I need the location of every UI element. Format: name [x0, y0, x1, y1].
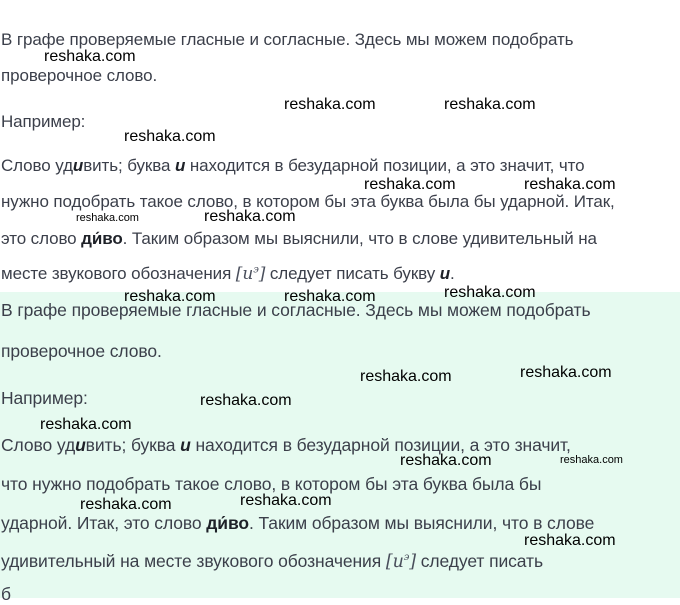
paragraph-line: В графе проверяемые гласные и согласные. Здесь мы можем подобрать	[1, 300, 591, 320]
paragraph-line: проверочное слово.	[1, 341, 162, 361]
paragraph-line: Слово удивить; буква и находится в безударной позиции, а это значит,	[1, 435, 571, 455]
paragraph-line: это слово ди́во. Таким образом мы выяснили, что в слове удивительный на	[1, 229, 597, 248]
highlighted-letter: и	[75, 435, 86, 455]
watermark: reshaka.com	[124, 128, 216, 145]
phonetic-notation: $[и^э]$	[385, 552, 417, 572]
paragraph-line: ударной. Итак, это слово ди́во. Таким образом мы выяснили, что в слове	[1, 513, 595, 533]
watermark: reshaka.com	[204, 208, 296, 225]
watermark: reshaka.com	[124, 288, 216, 305]
explanation-block-original	[0, 0, 680, 292]
watermark: reshaka.com	[364, 176, 456, 193]
watermark: reshaka.com	[284, 288, 376, 305]
watermark: reshaka.com	[76, 212, 139, 224]
phonetic-notation: $[и^э]$	[235, 264, 266, 284]
watermark: reshaka.com	[200, 392, 292, 409]
paragraph-line: месте звукового обозначения $[и^э]$ следует писать букву и.	[1, 264, 455, 284]
watermark: reshaka.com	[240, 492, 332, 509]
paragraph-line: В графе проверяемые гласные и согласные. Здесь мы можем подобрать	[1, 30, 574, 49]
watermark: reshaka.com	[44, 48, 136, 65]
watermark: reshaka.com	[80, 496, 172, 513]
example-heading: Например:	[1, 112, 86, 131]
watermark: reshaka.com	[560, 454, 623, 466]
watermark: reshaka.com	[360, 368, 452, 385]
paragraph-line: удивительный на месте звукового обозначения $[и^э]$ следует писать	[1, 551, 543, 572]
watermark: reshaka.com	[40, 416, 132, 433]
watermark: reshaka.com	[444, 96, 536, 113]
paragraph-line: проверочное слово.	[1, 66, 158, 85]
watermark: reshaka.com	[524, 176, 616, 193]
watermark: reshaka.com	[444, 284, 536, 301]
highlighted-letter: и	[439, 264, 451, 283]
explanation-block-highlighted	[0, 292, 680, 604]
watermark: reshaka.com	[284, 96, 376, 113]
paragraph-line: Слово удивить; буква и находится в безударной позиции, а это значит, что	[1, 156, 585, 175]
paragraph-line: что нужно подобрать такое слово, в котором бы эта буква была бы	[1, 474, 542, 494]
example-heading: Например:	[1, 388, 88, 408]
paragraph-line: нужно подобрать такое слово, в котором бы эта буква была бы ударной. Итак,	[1, 192, 615, 211]
highlighted-letter: и	[72, 156, 84, 175]
check-word: ди́во	[206, 513, 249, 533]
paragraph-line-cut: б	[1, 584, 11, 604]
watermark: reshaka.com	[520, 364, 612, 381]
check-word: ди́во	[81, 229, 123, 248]
highlighted-letter: и	[174, 156, 186, 175]
watermark: reshaka.com	[524, 532, 616, 549]
watermark: reshaka.com	[400, 452, 492, 469]
highlighted-letter: и	[180, 435, 191, 455]
